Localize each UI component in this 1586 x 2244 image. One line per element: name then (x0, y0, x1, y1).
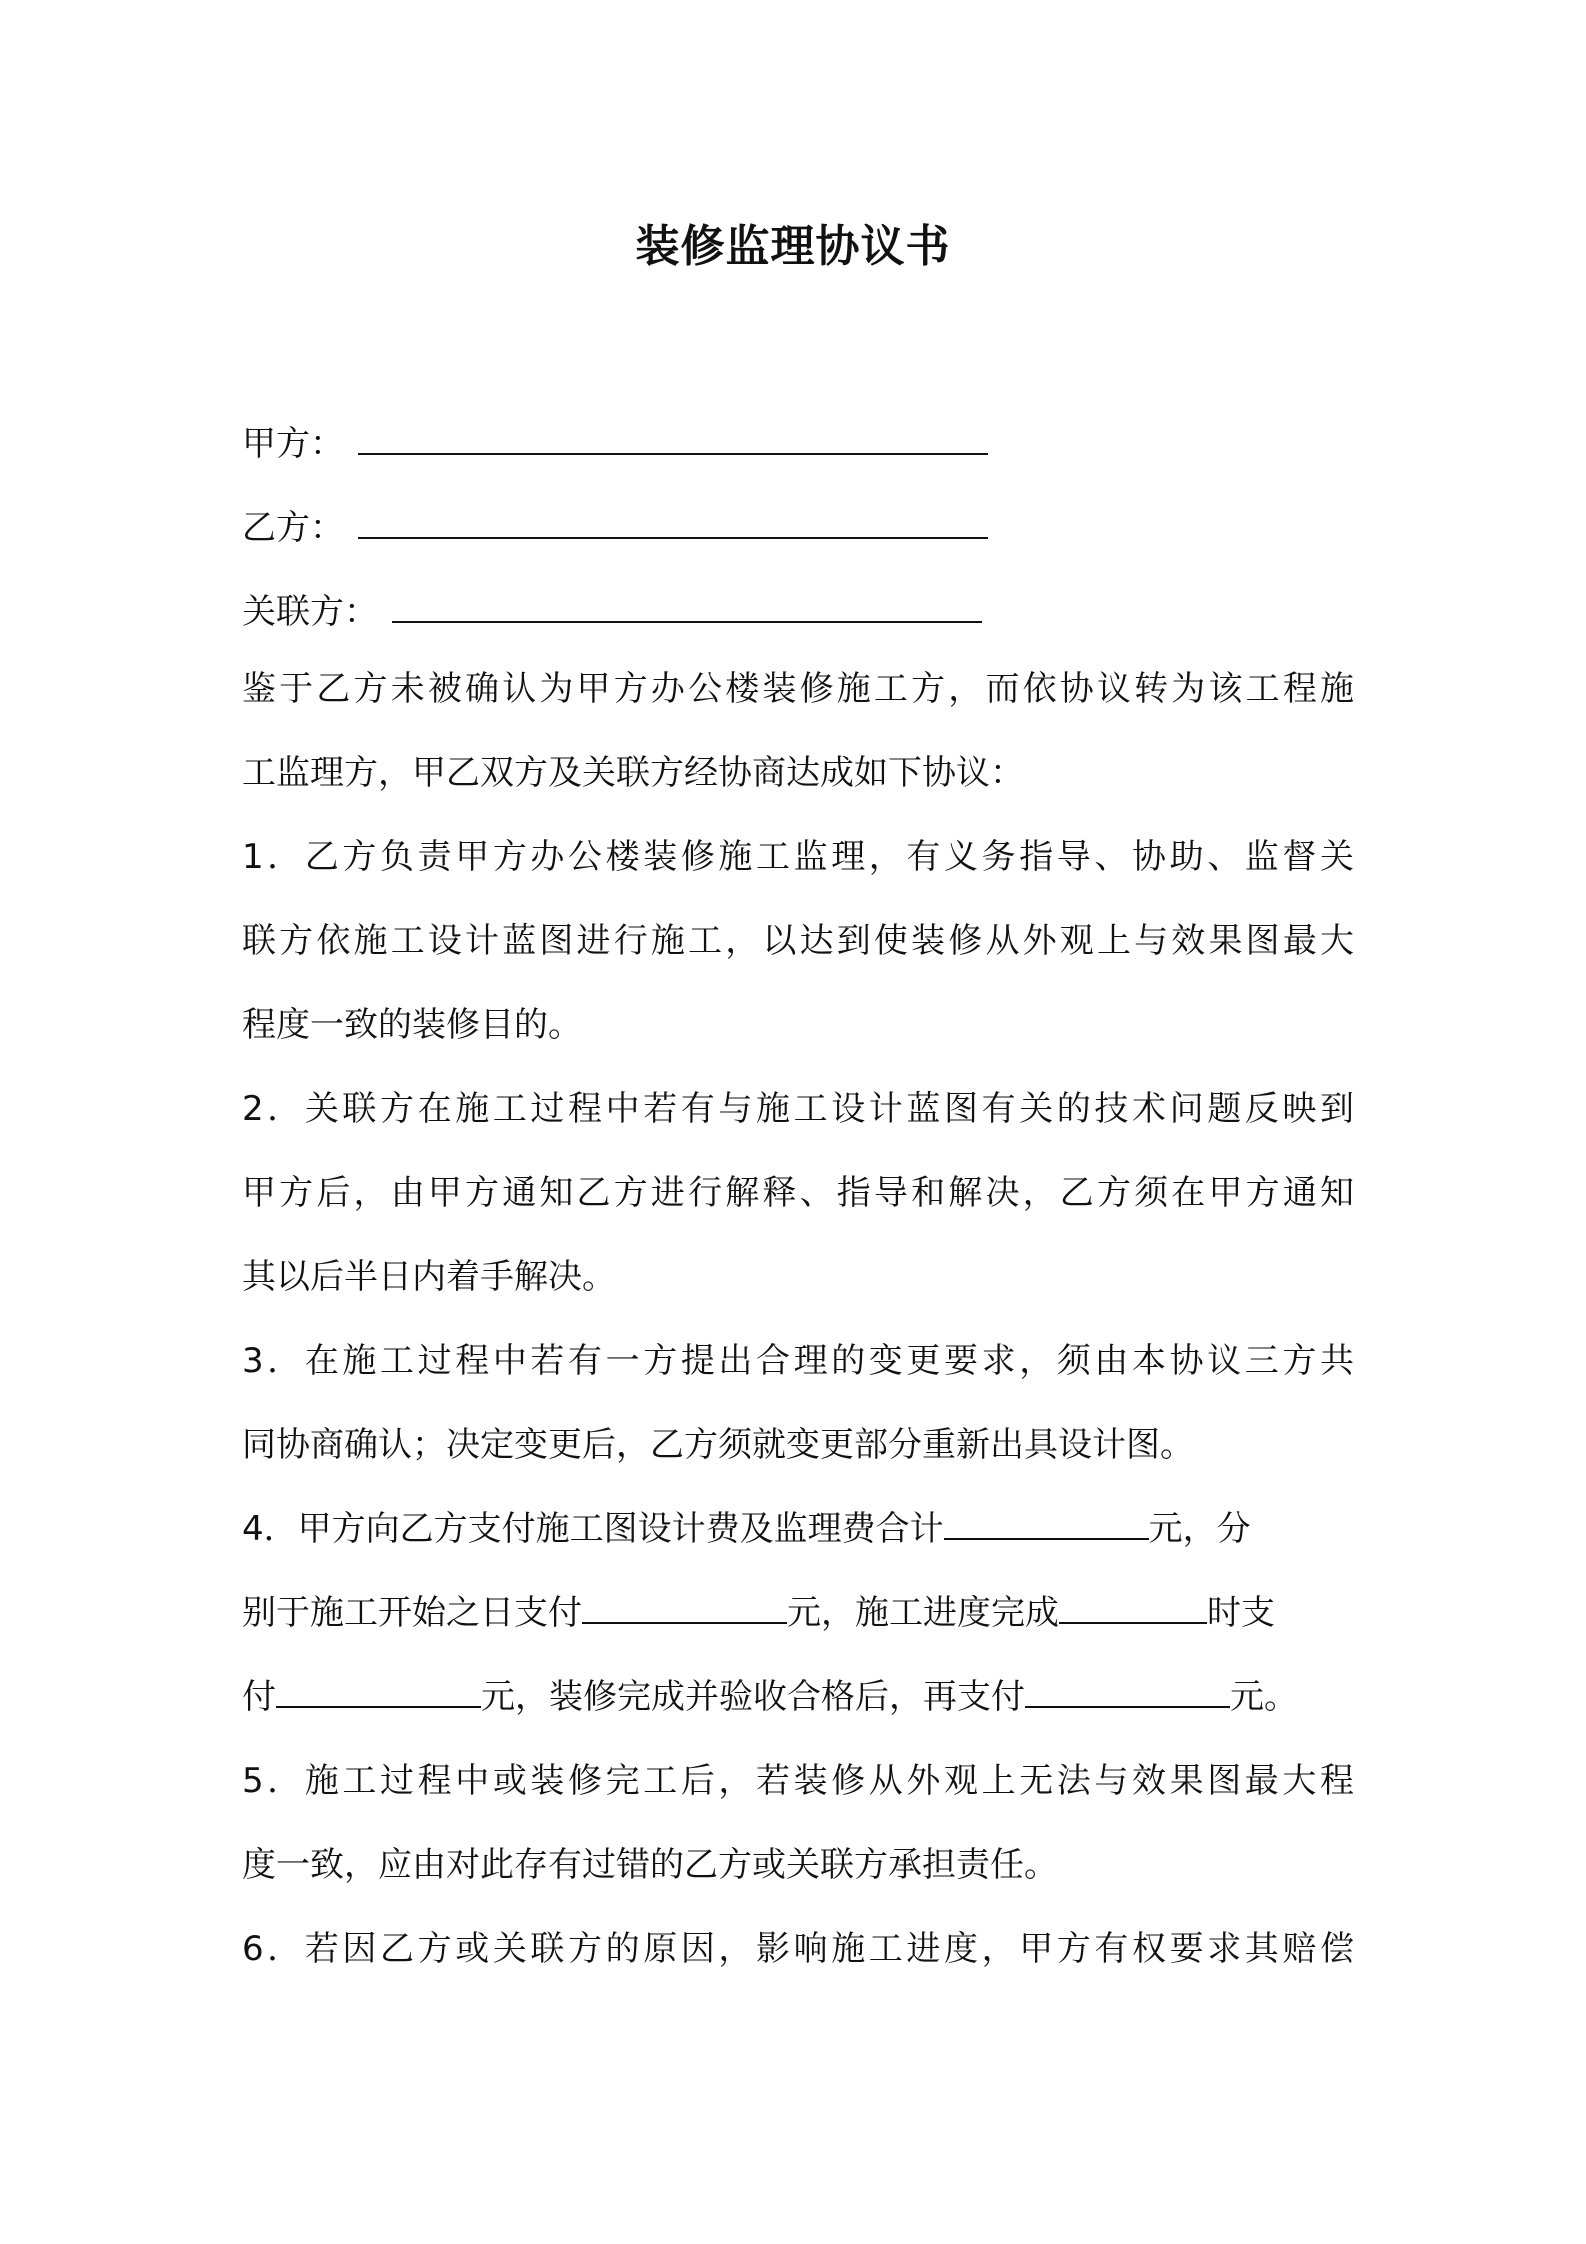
related-party-blank[interactable] (392, 581, 982, 623)
clause-4-text: 别于施工开始之日支付 (242, 1593, 582, 1633)
related-party-line (242, 581, 982, 642)
clause-4-line (242, 1496, 1354, 1580)
clause-4-text: 元。 (1230, 1677, 1298, 1717)
party-a-blank[interactable] (358, 413, 988, 455)
progress-blank[interactable] (1059, 1586, 1207, 1624)
progress-payment-blank[interactable] (276, 1670, 481, 1708)
final-payment-blank[interactable] (1025, 1670, 1230, 1708)
clause-3-line: 3．在施工过程中若有一方提出合理的变更要求，须由本协议三方共 (242, 1341, 1354, 1381)
document-title: 装修监理协议书 (635, 221, 951, 272)
clause-4-line (242, 1664, 1354, 1748)
agreement-body (242, 656, 1354, 2000)
clause-2-line: 其以后半日内着手解决。 (242, 1257, 616, 1297)
clause-5-line: 度一致，应由对此存有过错的乙方或关联方承担责任。 (242, 1845, 1058, 1885)
clause-4-text: 元，装修完成并验收合格后，再支付 (481, 1677, 1025, 1717)
total-fee-blank[interactable] (944, 1502, 1149, 1540)
clause-1-line: 程度一致的装修目的。 (242, 1005, 582, 1045)
body-line: 鉴于乙方未被确认为甲方办公楼装修施工方，而依协议转为该工程施 (242, 669, 1354, 709)
related-party-label: 关联方： (242, 592, 378, 632)
party-b-label: 乙方： (242, 508, 344, 548)
party-a-line (242, 413, 988, 474)
body-line: 工监理方，甲乙双方及关联方经协商达成如下协议： (242, 753, 1024, 793)
clause-4-text: 元，分 (1148, 1509, 1251, 1549)
clause-1-line: 联方依施工设计蓝图进行施工，以达到使装修从外观上与效果图最大 (242, 921, 1354, 961)
clause-5-line: 5．施工过程中或装修完工后，若装修从外观上无法与效果图最大程 (242, 1761, 1354, 1801)
clause-2-line: 2．关联方在施工过程中若有与施工设计蓝图有关的技术问题反映到 (242, 1089, 1354, 1129)
party-b-line (242, 497, 988, 558)
clause-4-text: 元，施工进度完成 (787, 1593, 1059, 1633)
clause-3-line: 同协商确认；决定变更后，乙方须就变更部分重新出具设计图。 (242, 1425, 1194, 1465)
start-payment-blank[interactable] (582, 1586, 787, 1624)
clause-4-text: 时支 (1207, 1593, 1275, 1633)
clause-4-line (242, 1580, 1354, 1664)
clause-4-text: 付 (242, 1677, 276, 1717)
party-b-blank[interactable] (358, 497, 988, 539)
clause-2-line: 甲方后，由甲方通知乙方进行解释、指导和解决，乙方须在甲方通知 (242, 1173, 1354, 1213)
clause-4-text: 4．甲方向乙方支付施工图设计费及监理费合计 (242, 1509, 944, 1549)
clause-1-line: 1．乙方负责甲方办公楼装修施工监理，有义务指导、协助、监督关 (242, 837, 1354, 877)
party-a-label: 甲方： (242, 424, 344, 464)
clause-6-line: 6．若因乙方或关联方的原因，影响施工进度，甲方有权要求其赔偿 (242, 1929, 1354, 1969)
